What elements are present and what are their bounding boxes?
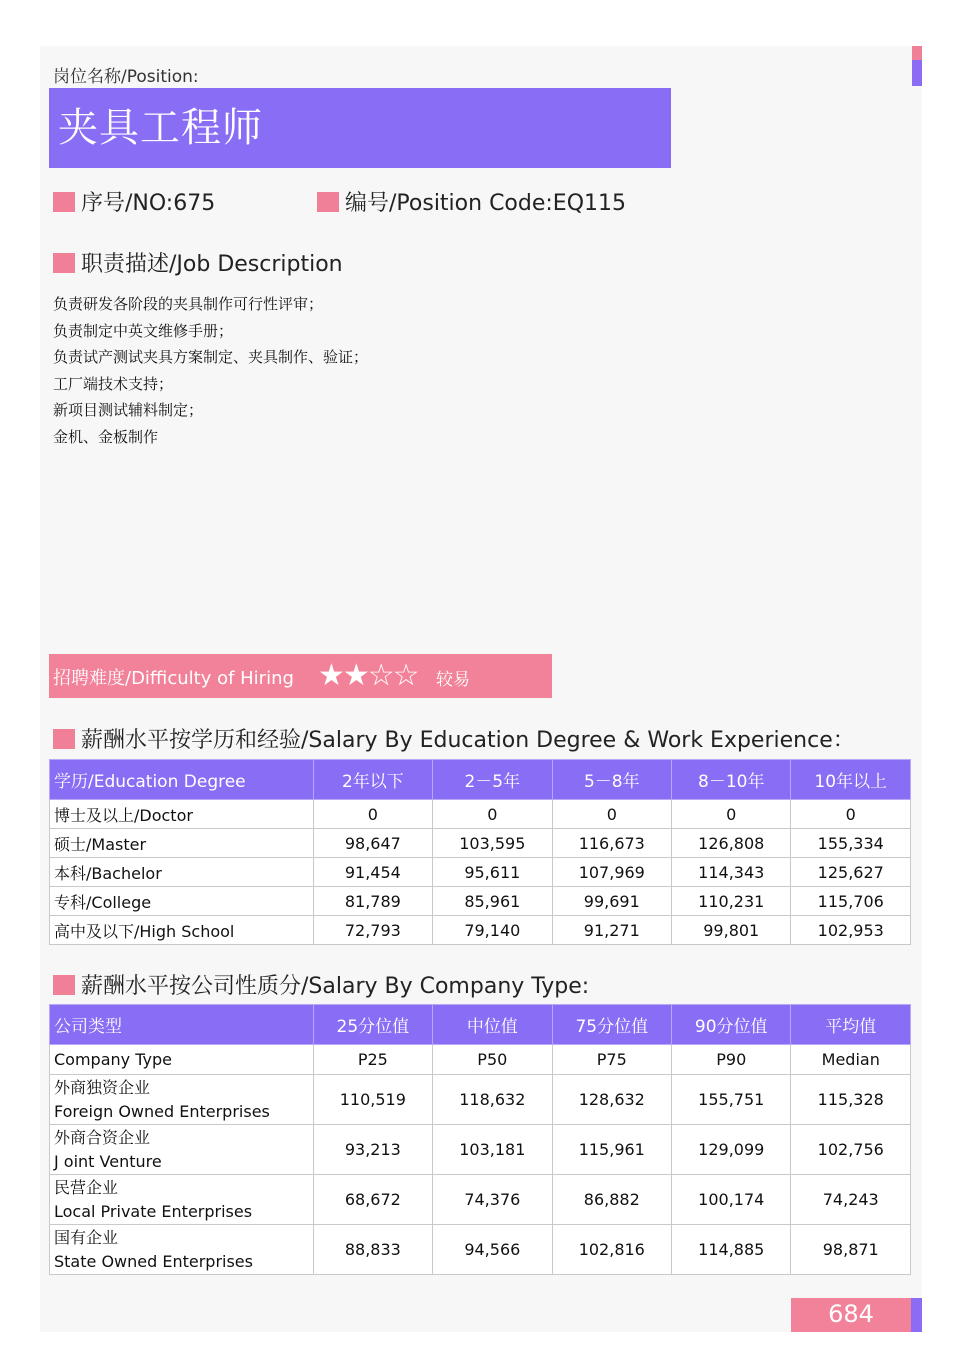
table-cell: 88,833: [313, 1225, 432, 1275]
table-cell: 103,595: [433, 829, 552, 858]
company-type-cn: 外商独资企业: [54, 1077, 151, 1097]
table-cell: 本科/Bachelor: [50, 858, 314, 887]
company-type-en: J oint Venture: [54, 1151, 162, 1171]
table-cell: 91,454: [313, 858, 432, 887]
table-cell: 95,611: [433, 858, 552, 887]
hiring-difficulty-level: 较易: [436, 670, 470, 690]
corner-accent-purple: [912, 60, 922, 86]
table-cell: 68,672: [313, 1175, 432, 1225]
company-type-cell: [50, 1225, 314, 1275]
table-subheader-row: [50, 1045, 911, 1075]
table-row: [50, 1225, 911, 1275]
table-cell: 93,213: [313, 1125, 432, 1175]
salary-company-table: [49, 1004, 911, 1275]
salary-company-heading: [53, 969, 589, 1000]
table-cell: 74,243: [791, 1175, 911, 1225]
table-cell: 128,632: [552, 1075, 671, 1125]
table-cell: 72,793: [313, 916, 432, 945]
table-cell: 86,882: [552, 1175, 671, 1225]
company-type-cn: 外商合资企业: [54, 1127, 151, 1147]
column-header: 10年以上: [791, 760, 911, 800]
job-description-line: 工厂端技术支持；: [53, 374, 174, 393]
table-cell: 102,816: [552, 1225, 671, 1275]
table-cell: 100,174: [672, 1175, 791, 1225]
bullet-square-icon: [53, 253, 75, 273]
table-cell: P90: [672, 1045, 791, 1075]
table-cell: 115,706: [791, 887, 911, 916]
company-type-cn: 民营企业: [54, 1177, 119, 1197]
table-row: [50, 1125, 911, 1175]
hiring-difficulty-label: 招聘难度/Difficulty of Hiring: [53, 668, 294, 689]
bullet-square-icon: [317, 192, 339, 212]
position-code-text: 编号/Position Code:EQ115: [345, 191, 627, 216]
table-cell: 85,961: [433, 887, 552, 916]
table-row: [50, 829, 911, 858]
job-description-line: 新项目测试辅料制定；: [53, 401, 204, 420]
column-header: 8－10年: [672, 760, 791, 800]
table-cell: 0: [552, 800, 671, 829]
table-cell: 0: [433, 800, 552, 829]
table-cell: 74,376: [433, 1175, 552, 1225]
bullet-square-icon: [53, 729, 75, 749]
page-title: 夹具工程师: [58, 105, 263, 151]
table-cell: 110,231: [672, 887, 791, 916]
column-header: 75分位值: [552, 1005, 671, 1045]
column-header: 中位值: [433, 1005, 552, 1045]
company-type-cn: 国有企业: [54, 1227, 119, 1247]
bullet-square-icon: [53, 975, 75, 995]
position-code: [317, 186, 626, 217]
table-cell: P75: [552, 1045, 671, 1075]
company-type-cell: [50, 1075, 314, 1125]
job-description-heading: [53, 247, 343, 278]
table-cell: 79,140: [433, 916, 552, 945]
column-header: 90分位值: [672, 1005, 791, 1045]
job-description-list: [53, 291, 368, 451]
table-cell: 103,181: [433, 1125, 552, 1175]
serial-number: [53, 186, 215, 217]
column-header: 2年以下: [313, 760, 432, 800]
table-cell: 115,328: [791, 1075, 911, 1125]
page-number-accent: [911, 1298, 922, 1332]
job-description-line: 负责试产测试夹具方案制定、夹具制作、验证；: [53, 348, 369, 367]
table-header-row: [50, 1005, 911, 1045]
serial-number-text: 序号/NO:675: [81, 191, 216, 216]
column-header: 5－8年: [552, 760, 671, 800]
table-cell: 99,691: [552, 887, 671, 916]
table-cell: P25: [313, 1045, 432, 1075]
table-row: [50, 1175, 911, 1225]
table-cell: 94,566: [433, 1225, 552, 1275]
table-cell: 99,801: [672, 916, 791, 945]
table-cell: 专科/College: [50, 887, 314, 916]
company-type-cell: [50, 1125, 314, 1175]
corner-accent-pink: [912, 46, 922, 60]
table-row: [50, 858, 911, 887]
table-cell: 114,343: [672, 858, 791, 887]
table-cell: 81,789: [313, 887, 432, 916]
salary-education-table: [49, 759, 911, 945]
table-cell: 博士及以上/Doctor: [50, 800, 314, 829]
salary-education-heading-text: 薪酬水平按学历和经验/Salary By Education Degree & Work Experience：: [81, 728, 855, 753]
job-description-line: 负责研发各阶段的夹具制作可行性评审；: [53, 295, 324, 313]
company-type-en: State Owned Enterprises: [54, 1251, 253, 1271]
company-type-en: Local Private Enterprises: [54, 1201, 253, 1221]
table-cell: 高中及以下/High School: [50, 916, 314, 945]
column-header: 25分位值: [313, 1005, 432, 1045]
table-cell: 129,099: [672, 1125, 791, 1175]
table-cell: Company Type: [50, 1045, 314, 1075]
table-cell: 125,627: [791, 858, 911, 887]
company-type-en: Foreign Owned Enterprises: [54, 1101, 270, 1121]
table-cell: 118,632: [433, 1075, 552, 1125]
table-cell: 155,334: [791, 829, 911, 858]
table-cell: 硕士/Master: [50, 829, 314, 858]
job-description-line: 金机、金板制作: [53, 427, 159, 446]
column-header: 学历/Education Degree: [50, 760, 314, 800]
star-rating-icon: ★★☆☆: [318, 658, 418, 693]
column-header: 平均值: [791, 1005, 911, 1045]
table-row: [50, 800, 911, 829]
column-header: 2－5年: [433, 760, 552, 800]
job-description-heading-text: 职责描述/Job Description: [81, 252, 343, 277]
table-cell: 126,808: [672, 829, 791, 858]
table-header-row: [50, 760, 911, 800]
table-cell: 91,271: [552, 916, 671, 945]
position-label: 岗位名称/Position:: [53, 67, 199, 87]
table-row: [50, 887, 911, 916]
table-cell: 155,751: [672, 1075, 791, 1125]
table-cell: 110,519: [313, 1075, 432, 1125]
table-cell: Median: [791, 1045, 911, 1075]
company-type-cell: [50, 1175, 314, 1225]
table-row: [50, 916, 911, 945]
table-cell: 114,885: [672, 1225, 791, 1275]
table-cell: 0: [313, 800, 432, 829]
table-cell: P50: [433, 1045, 552, 1075]
table-cell: 0: [672, 800, 791, 829]
table-cell: 98,647: [313, 829, 432, 858]
salary-company-heading-text: 薪酬水平按公司性质分/Salary By Company Type:: [81, 974, 590, 999]
job-description-line: 负责制定中英文维修手册；: [53, 321, 234, 340]
salary-education-heading: [53, 723, 855, 754]
table-cell: 102,756: [791, 1125, 911, 1175]
table-cell: 0: [791, 800, 911, 829]
table-cell: 102,953: [791, 916, 911, 945]
table-cell: 107,969: [552, 858, 671, 887]
bullet-square-icon: [53, 192, 75, 212]
column-header: 公司类型: [50, 1005, 314, 1045]
page-number: 684: [828, 1300, 874, 1328]
table-cell: 116,673: [552, 829, 671, 858]
table-cell: 115,961: [552, 1125, 671, 1175]
table-row: [50, 1075, 911, 1125]
table-cell: 98,871: [791, 1225, 911, 1275]
